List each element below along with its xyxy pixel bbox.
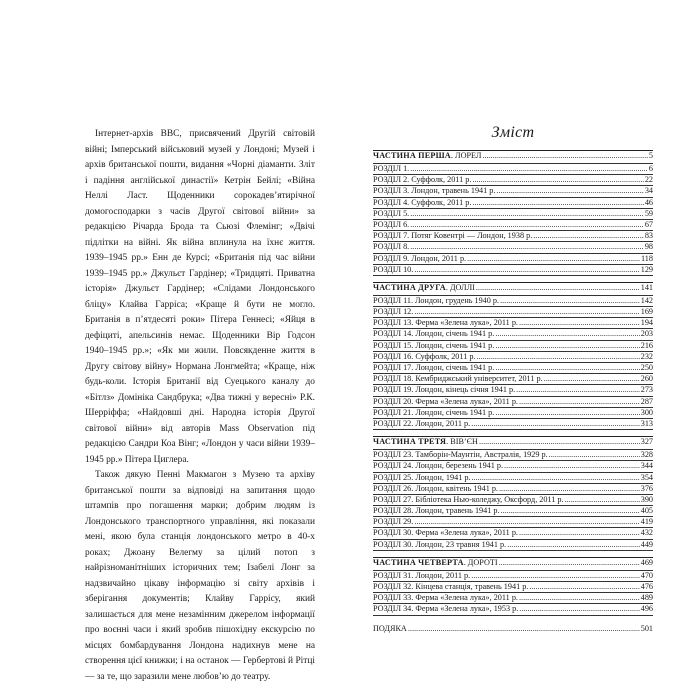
toc-chapter-label: РОЗДІЛ 9. Лондон, 2011 р. xyxy=(373,253,467,263)
toc-part-heading xyxy=(373,282,653,295)
toc-leader-dots xyxy=(495,341,639,350)
toc-chapter-label: РОЗДІЛ 3. Лондон, травень 1941 р. xyxy=(373,186,496,196)
toc-chapter-label: РОЗДІЛ 4. Суффолк, 2011 р. xyxy=(373,197,472,207)
toc-page-number: 489 xyxy=(640,593,653,603)
toc-page-number: 83 xyxy=(644,231,653,241)
toc-chapter-entry xyxy=(373,197,653,208)
toc-page-number: 22 xyxy=(644,175,653,185)
toc-chapter-entry xyxy=(373,592,653,603)
toc-page-number: 141 xyxy=(640,282,653,292)
toc-chapter-entry xyxy=(373,539,653,551)
toc-leader-dots xyxy=(529,582,639,591)
toc-leader-dots xyxy=(471,473,639,482)
toc-leader-dots xyxy=(519,528,640,537)
toc-page-number: 203 xyxy=(640,329,653,339)
toc-leader-dots xyxy=(499,558,640,567)
acknowledgements-paragraph-1: Інтернет-архів ВВС, присвячений Другій світовій війні; Імперський військовий музей у Лондоні; Музей і архів британської пошти, видання «Чорні діаманти. Зліт і падіння англійської династії» Кетрін Бейлі; «Війна Неллі Ласт. Щоденники сорокадев’ятирічної домогосподарки з часів Другої світової війни» за редакцією Річарда Брода та Сьюзі Флемінг; «Двічі підлітки на війні. Як війна вплинула на їхнє життя. 1939–1945 рр.» Енн де Курсі; «Британія під час війни 1939–1945 рр.» Джульєт Гардінер; «Тридцяті. Приватна історія» Джульєт Гардінер; «Слідами Лондонського бліцу» Клайва Гарріса; «Краще й бути не могло. Британія в п’ятдесяті роки» Пітера Геннесі; «Яйця в дефіциті, апельсинів немає. Щоденники Вір Годсон 1940–1945 рр.»; «Як ми жили. Повсякденне життя в Другу світову війну» Нормана Лонгмейта; «Краще, ніж будь-коли. Історія Британії від Суецького каналу до «Бітлз» Домініка Сандбрука; «Два тижні у вересні» Р.К. Шерріффа; «Найдовші дні. Народна історія Другої світової війни» від авторів Mass Observation під редакцією Сандри Коа Вінг; «Лондон у часи війни 1939–1945 рр.» Пітера Циглера. xyxy=(85,129,315,465)
toc-leader-dots xyxy=(500,296,640,305)
toc-chapter-entry xyxy=(373,219,653,230)
toc-chapter-entry xyxy=(373,328,653,339)
toc-chapter-label: РОЗДІЛ 15. Лондон, січень 1941 р. xyxy=(373,340,495,350)
toc-leader-dots xyxy=(472,198,643,207)
toc-page-number: 313 xyxy=(640,418,653,428)
toc-leader-dots xyxy=(549,450,640,459)
toc-leader-dots xyxy=(472,175,643,184)
toc-page-number: 390 xyxy=(640,494,653,504)
toc-page-number: 6 xyxy=(648,164,653,173)
toc-chapter-entry xyxy=(373,407,653,418)
toc-chapter-label: РОЗДІЛ 28. Лондон, травень 1941 р. xyxy=(373,506,500,516)
toc-page-number: 273 xyxy=(640,385,653,395)
toc-chapter-entry xyxy=(373,483,653,494)
toc-chapter-entry xyxy=(373,373,653,384)
left-page xyxy=(85,127,315,685)
toc-leader-dots xyxy=(414,307,639,316)
toc-page-number: 5 xyxy=(648,151,653,160)
toc-chapter-label: РОЗДІЛ 17. Лондон, січень 1941 р. xyxy=(373,363,495,372)
toc-page-number: 432 xyxy=(640,528,653,538)
toc-leader-dots xyxy=(471,419,640,428)
toc-leader-dots xyxy=(565,495,640,504)
toc-page-number: 142 xyxy=(640,295,653,305)
toc-chapter-label: РОЗДІЛ 7. Потяг Ковентрі — Лондон, 1938 р. xyxy=(373,231,533,241)
toc-page-number: 232 xyxy=(640,351,653,361)
toc-chapter-entry xyxy=(373,505,653,516)
toc-part-name: . ДОЛЛІ xyxy=(445,282,475,292)
toc-leader-dots xyxy=(519,593,640,602)
toc-leader-dots xyxy=(414,265,639,274)
toc-page-number: 496 xyxy=(640,604,653,614)
toc-chapter-entry xyxy=(373,174,653,185)
toc-chapter-label: РОЗДІЛ 14. Лондон, січень 1941 р. xyxy=(373,329,495,339)
toc-leader-dots xyxy=(479,437,640,446)
toc-part-title xyxy=(373,437,478,446)
toc-chapter-entry xyxy=(373,295,653,306)
toc-page-number: 344 xyxy=(640,461,653,471)
toc-leader-dots xyxy=(410,220,644,229)
toc-chapter-entry xyxy=(373,230,653,241)
toc-leader-dots xyxy=(504,461,640,470)
toc-chapter-entry xyxy=(373,396,653,407)
toc-page-number: 328 xyxy=(640,450,653,460)
toc-chapter-label: РОЗДІЛ 18. Кембриджський університет, 2011 р. xyxy=(373,374,543,384)
toc-chapter-label: РОЗДІЛ 22. Лондон, 2011 р. xyxy=(373,418,471,428)
toc-part xyxy=(373,436,653,551)
toc-page-number: 419 xyxy=(640,517,653,527)
toc-chapter-label: РОЗДІЛ 8. xyxy=(373,242,410,252)
toc-chapter-entry xyxy=(373,516,653,527)
toc-thanks-label: ПОДЯКА xyxy=(373,623,407,633)
toc-chapter-entry xyxy=(373,362,653,373)
toc-leader-dots xyxy=(410,209,644,218)
toc-part-label: ЧАСТИНА ТРЕТЯ xyxy=(373,437,447,447)
toc-page-number: 501 xyxy=(640,623,653,633)
toc-part-label: ЧАСТИНА ПЕРША xyxy=(373,151,451,160)
toc-leader-dots xyxy=(496,186,643,195)
toc-chapter-label: РОЗДІЛ 31. Лондон, 2011 р. xyxy=(373,570,471,580)
toc-part-name: . ЛОРЕЛ xyxy=(450,151,482,160)
toc-leader-dots xyxy=(533,231,644,240)
toc-page-number: 250 xyxy=(640,363,653,372)
toc-parts xyxy=(373,150,653,616)
toc-leader-dots xyxy=(476,283,640,292)
toc-page-number: 260 xyxy=(640,374,653,384)
toc-part-title xyxy=(373,558,498,567)
toc-part-name: . ДОРОТІ xyxy=(463,557,498,567)
toc-chapter-entry xyxy=(373,241,653,252)
toc-page-number: 376 xyxy=(640,483,653,493)
toc-leader-dots xyxy=(495,363,639,372)
toc-page-number: 449 xyxy=(640,539,653,549)
toc-chapter-label: РОЗДІЛ 27. Бібліотека Нью-коледжу, Оксфорд, 2011 р. xyxy=(373,494,564,504)
toc-leader-dots xyxy=(410,164,648,173)
toc-chapter-entry xyxy=(373,570,653,581)
toc-page-number: 194 xyxy=(640,318,653,328)
toc-leader-dots xyxy=(544,374,640,383)
toc-part-label: ЧАСТИНА ДРУГА xyxy=(373,282,446,292)
toc-page-number: 34 xyxy=(644,186,653,196)
toc-page-number: 46 xyxy=(644,197,653,207)
toc-page-number: 169 xyxy=(640,307,653,317)
toc-leader-dots xyxy=(414,517,639,526)
toc-chapter-entry xyxy=(373,340,653,351)
toc-chapter-label: РОЗДІЛ 33. Ферма «Зелена лука», 2011 р. xyxy=(373,593,518,603)
toc-chapter-entry xyxy=(373,317,653,328)
toc-page-number: 287 xyxy=(640,396,653,406)
toc-chapter-entry xyxy=(373,264,653,276)
toc-page-number: 476 xyxy=(640,582,653,591)
toc-chapter-entry xyxy=(373,185,653,196)
toc-chapter-label: РОЗДІЛ 20. Ферма «Зелена лука», 2011 р. xyxy=(373,396,518,406)
toc-leader-dots xyxy=(482,151,647,160)
toc-chapter-entry xyxy=(373,449,653,460)
toc-page-number: 469 xyxy=(640,557,653,567)
toc-chapter-label: РОЗДІЛ 25. Лондон, 1941 р. xyxy=(373,472,471,482)
toc-chapter-entry xyxy=(373,208,653,219)
toc-chapter-entry xyxy=(373,306,653,317)
toc-thanks-entry xyxy=(373,624,653,633)
toc-chapter-entry xyxy=(373,527,653,538)
toc-leader-dots xyxy=(516,385,640,394)
acknowledgements-paragraph-2: Також дякую Пенні Макмагон з Музею та архіву британської пошти за відповіді на запитання щодо штампів про погашення марки; добрим людям із Лондонського транспортного управління, які показали мені, якою була станція лондонського метро в 40-х роках; Джоану Велегму за цілий потоп з найрізноманітніших історичних тем; Ізабелі Лонг за надзвичайно цікаву інформацію зі світу архівів і зберігання документів; Клайву Гаррісу, який залишається для мене незамінним джерелом інформації про воєнні часи і який зробив пішохідну екскурсію по місцях бомбардування Лондона надихнув мене на створення цієї книжки; і на останок — Гербертові й Рітці — за те, що заразили мене любов’ю до театру. xyxy=(85,470,315,682)
toc-page-number: 216 xyxy=(640,340,653,350)
toc-leader-dots xyxy=(408,624,640,633)
toc-part-title xyxy=(373,151,481,160)
toc-chapter-label: РОЗДІЛ 16. Суффолк, 2011 р. xyxy=(373,351,476,361)
toc-chapter-entry xyxy=(373,460,653,471)
toc-chapter-label: РОЗДІЛ 34. Ферма «Зелена лука», 1953 р. xyxy=(373,604,519,614)
toc-part-name: . ВІВ’ЄН xyxy=(446,437,478,447)
toc-chapter-entry xyxy=(373,472,653,483)
toc-chapter-label: РОЗДІЛ 29. xyxy=(373,517,414,527)
toc-leader-dots xyxy=(467,254,640,263)
toc-chapter-label: РОЗДІЛ 5. xyxy=(373,208,410,218)
toc-chapter-entry xyxy=(373,163,653,174)
toc-title: Зміст xyxy=(491,124,535,141)
toc-chapter-entry xyxy=(373,494,653,505)
toc-page-number: 59 xyxy=(644,208,653,218)
toc-page-number: 470 xyxy=(640,570,653,580)
toc-chapter-label: РОЗДІЛ 23. Тамборін-Маунтін, Австралія, 1929 р. xyxy=(373,450,548,460)
toc-page-number: 98 xyxy=(644,242,653,252)
toc-chapter-entry xyxy=(373,581,653,592)
toc-chapter-label: РОЗДІЛ 32. Кінцева станція, травень 1941 р. xyxy=(373,582,529,591)
toc-chapter-label: РОЗДІЛ 30. Ферма «Зелена лука», 2011 р. xyxy=(373,528,518,538)
toc-leader-dots xyxy=(471,571,640,580)
toc-page-number: 327 xyxy=(640,437,653,447)
toc-leader-dots xyxy=(499,484,640,493)
right-page xyxy=(373,124,653,633)
toc-part xyxy=(373,557,653,616)
toc-leader-dots xyxy=(476,352,639,361)
toc-part xyxy=(373,282,653,430)
toc-chapter-label: РОЗДІЛ 26. Лондон, квітень 1941 р. xyxy=(373,483,498,493)
toc-page-number: 300 xyxy=(640,407,653,417)
toc-chapter-label: РОЗДІЛ 21. Лондон, січень 1941 р. xyxy=(373,407,495,417)
toc-chapter-label: РОЗДІЛ 30. Лондон, 23 травня 1941 р. xyxy=(373,539,507,549)
toc-leader-dots xyxy=(501,506,640,515)
toc-chapter-label: РОЗДІЛ 19. Лондон, кінець січня 1941 р. xyxy=(373,385,516,395)
toc-chapter-label: РОЗДІЛ 13. Ферма «Зелена лука», 2011 р. xyxy=(373,318,518,328)
toc-chapter-entry xyxy=(373,351,653,362)
toc-part-label: ЧАСТИНА ЧЕТВЕРТА xyxy=(373,557,464,567)
toc-leader-dots xyxy=(519,604,639,613)
toc-part-title xyxy=(373,283,475,292)
toc-chapter-entry xyxy=(373,603,653,615)
toc-part-heading xyxy=(373,150,653,163)
toc-chapter-label: РОЗДІЛ 6. xyxy=(373,219,410,229)
toc-leader-dots xyxy=(519,397,640,406)
toc-leader-dots xyxy=(495,408,639,417)
toc-leader-dots xyxy=(507,540,640,549)
toc-part-heading xyxy=(373,436,653,449)
toc-chapter-label: РОЗДІЛ 10. xyxy=(373,264,414,274)
toc-page-number: 67 xyxy=(644,219,653,229)
toc-chapter-label: РОЗДІЛ 11. Лондон, грудень 1940 р. xyxy=(373,295,500,305)
toc-leader-dots xyxy=(410,242,644,251)
toc-chapter-label: РОЗДІЛ 2. Суффолк, 2011 р. xyxy=(373,175,472,185)
toc-chapter-label: РОЗДІЛ 24. Лондон, березень 1941 р. xyxy=(373,461,504,471)
toc-leader-dots xyxy=(519,318,640,327)
toc-chapter-entry xyxy=(373,384,653,395)
toc-chapter-label: РОЗДІЛ 12. xyxy=(373,307,414,317)
toc-page-number: 354 xyxy=(640,472,653,482)
toc-page-number: 118 xyxy=(641,253,653,263)
toc-chapter-label: РОЗДІЛ 1. xyxy=(373,164,410,173)
toc-chapter-entry xyxy=(373,253,653,264)
toc-leader-dots xyxy=(495,329,639,338)
toc-chapter-entry xyxy=(373,418,653,430)
toc-part-heading xyxy=(373,557,653,570)
toc-page-number: 405 xyxy=(640,506,653,516)
toc-part xyxy=(373,150,653,276)
toc-page-number: 129 xyxy=(640,264,653,274)
